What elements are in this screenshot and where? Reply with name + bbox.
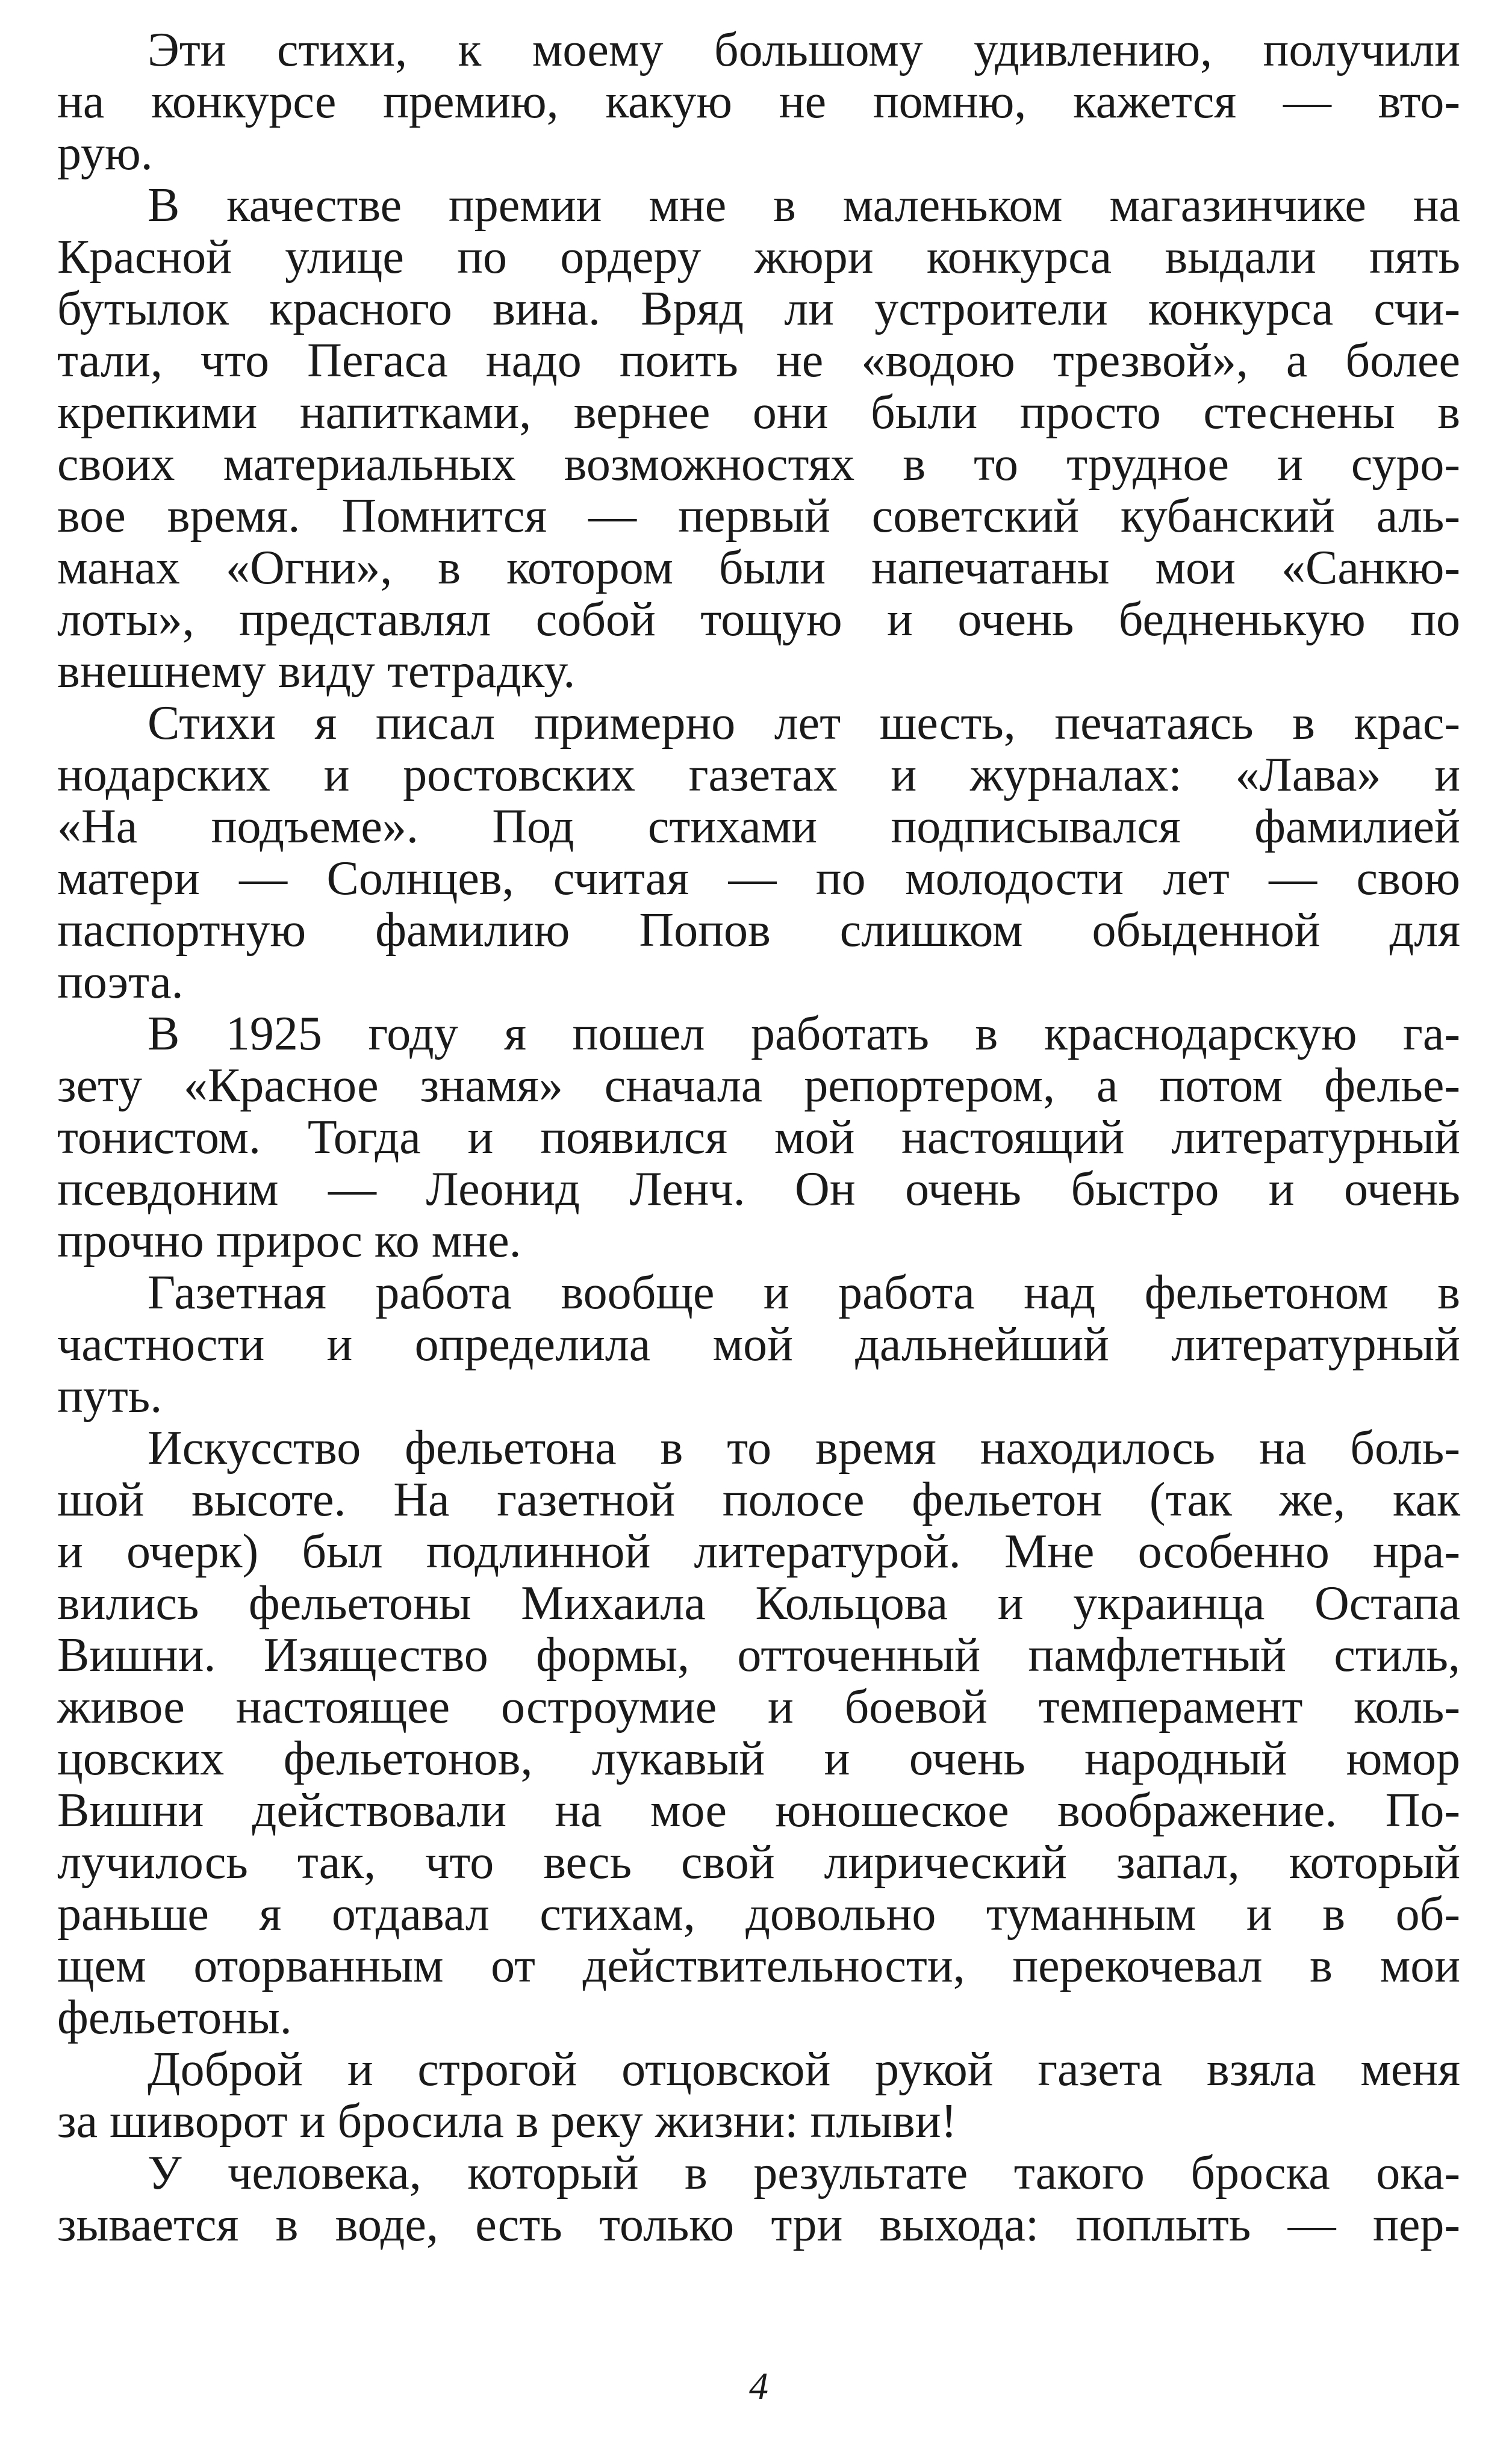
- paragraph: [57, 1008, 1460, 1267]
- text-line: матери — Солнцев, считая — по молодости лет — свою: [57, 852, 1460, 905]
- paragraph: [57, 179, 1460, 697]
- text-line: Газетная работа вообще и работа над фельетоном в: [148, 1266, 1460, 1319]
- text-line: рую.: [57, 127, 153, 180]
- text-line: Доброй и строгой отцовской рукой газета взяла меня: [148, 2043, 1460, 2096]
- text-line: на конкурсе премию, какую не помню, кажется — вто-: [57, 75, 1460, 128]
- text-line: паспортную фамилию Попов слишком обыденной для: [57, 904, 1460, 957]
- paragraph: [57, 2147, 1460, 2251]
- text-line: живое настоящее остроумие и боевой темперамент коль-: [57, 1681, 1460, 1733]
- text-line: Стихи я писал примерно лет шесть, печатаясь в крас-: [148, 697, 1460, 750]
- text-line: и очерк) был подлинной литературой. Мне особенно нра-: [57, 1525, 1460, 1578]
- text-line: фельетоны.: [57, 1991, 292, 2044]
- text-line: тали, что Пегаса надо поить не «водою трезвой», а более: [57, 334, 1460, 387]
- paragraph: [57, 1267, 1460, 1422]
- paragraph: [57, 2044, 1460, 2147]
- text-line: Эти стихи, к моему большому удивлению, получили: [148, 23, 1460, 76]
- text-line: путь.: [57, 1370, 163, 1423]
- text-line: В 1925 году я пошел работать в краснодарскую га-: [148, 1007, 1460, 1060]
- text-line: Вишни действовали на мое юношеское воображение. По-: [57, 1784, 1460, 1837]
- text-line: за шиворот и бросила в реку жизни: плыви!: [57, 2095, 957, 2148]
- text-line: поэта.: [57, 956, 184, 1009]
- text-line: лучилось так, что весь свой лирический запал, который: [57, 1836, 1460, 1889]
- page-text-body: [57, 24, 1460, 2251]
- text-line: щем оторванным от действительности, перекочевал в мои: [57, 1939, 1460, 1992]
- text-line: тонистом. Тогда и появился мой настоящий литературный: [57, 1111, 1460, 1164]
- paragraph: [57, 1422, 1460, 2044]
- text-line: зывается в воде, есть только три выхода: поплыть — пер-: [57, 2198, 1460, 2251]
- text-line: крепкими напитками, вернее они были просто стеснены в: [57, 386, 1460, 439]
- paragraph: [57, 24, 1460, 179]
- text-line: лоты», представлял собой тощую и очень бедненькую по: [57, 593, 1460, 646]
- text-line: псевдоним — Леонид Ленч. Он очень быстро и очень: [57, 1163, 1460, 1216]
- text-line: Красной улице по ордеру жюри конкурса выдали пять: [57, 231, 1460, 284]
- text-line: шой высоте. На газетной полосе фельетон (так же, как: [57, 1473, 1460, 1526]
- text-line: прочно прирос ко мне.: [57, 1214, 521, 1267]
- book-page: [57, 24, 1460, 2408]
- text-line: вились фельетоны Михаила Кольцова и украинца Остапа: [57, 1577, 1460, 1630]
- text-line: зету «Красное знамя» сначала репортером, а потом фелье-: [57, 1059, 1460, 1112]
- page-number: 4: [749, 2365, 768, 2407]
- text-line: «На подъеме». Под стихами подписывался фамилией: [57, 800, 1460, 853]
- text-line: раньше я отдавал стихам, довольно туманным и в об-: [57, 1888, 1460, 1941]
- text-line: манах «Огни», в котором были напечатаны мои «Санкю-: [57, 541, 1460, 594]
- text-line: Искусство фельетона в то время находилось на боль-: [148, 1422, 1460, 1475]
- text-line: цовских фельетонов, лукавый и очень народный юмор: [57, 1732, 1460, 1785]
- paragraph: [57, 697, 1460, 1008]
- text-line: внешнему виду тетрадку.: [57, 645, 576, 698]
- text-line: вое время. Помнится — первый советский кубанский аль-: [57, 490, 1460, 543]
- text-line: нодарских и ростовских газетах и журналах: «Лава» и: [57, 748, 1460, 801]
- text-line: бутылок красного вина. Вряд ли устроители конкурса счи-: [57, 282, 1460, 335]
- text-line: Вишни. Изящество формы, отточенный памфлетный стиль,: [57, 1629, 1460, 1682]
- text-line: частности и определила мой дальнейший литературный: [57, 1318, 1460, 1371]
- text-line: В качестве премии мне в маленьком магазинчике на: [148, 179, 1460, 232]
- text-line: своих материальных возможностях в то трудное и суро-: [57, 438, 1460, 491]
- text-line: У человека, который в результате такого броска ока-: [148, 2147, 1460, 2200]
